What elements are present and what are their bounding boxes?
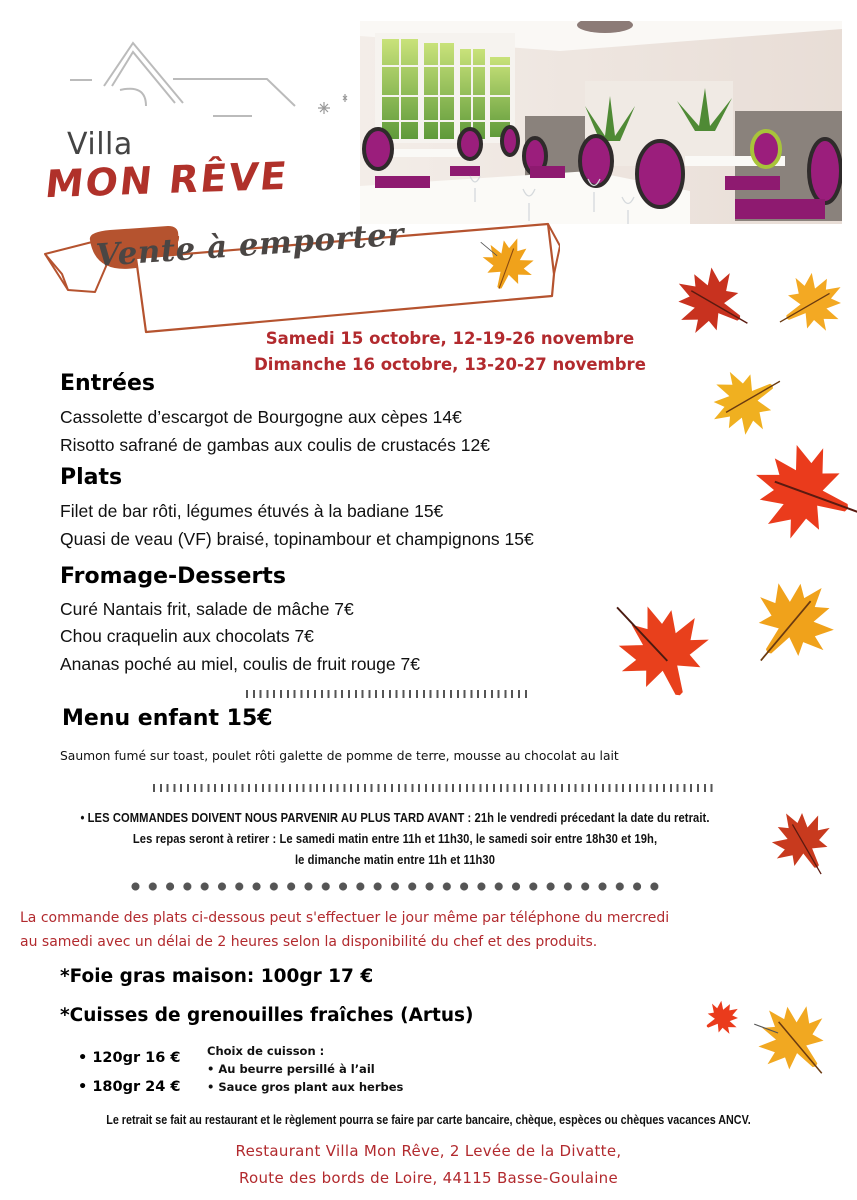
- address-line: Route des bords de Loire, 44115 Basse-Goulaine: [238, 1169, 619, 1187]
- dish-item: Chou craquelin aux chocolats 7€: [60, 626, 314, 646]
- section-title-plats: Plats: [60, 465, 123, 490]
- dish-item: Curé Nantais frit, salade de mâche 7€: [60, 599, 354, 619]
- logo-villa-text: Villa: [67, 127, 133, 162]
- cuisson-options: [207, 1042, 403, 1096]
- tick-divider: [153, 784, 715, 792]
- dish-item: Ananas poché au miel, coulis de fruit rouge 7€: [60, 654, 420, 674]
- dining-room-image: [360, 21, 842, 224]
- dates-block: [200, 326, 700, 378]
- pickup-times: Les repas seront à retirer : Le samedi matin entre 11h et 11h30, le samedi soir entre 18h30 et 19h,: [132, 831, 658, 846]
- order-instructions: [64, 807, 726, 870]
- date-sunday: Dimanche 16 octobre, 13-20-27 novembre: [254, 355, 646, 374]
- date-saturday: Samedi 15 octobre, 12-19-26 novembre: [265, 329, 635, 348]
- cuisson-option: • Au beurre persillé à l’ail: [207, 1062, 375, 1076]
- payment-info: Le retrait se fait au restaurant et le règlement pourra se faire par carte bancaire, chèque, espèces ou chèques vacances ANCV.: [106, 1113, 751, 1127]
- restaurant-address: [0, 1138, 857, 1192]
- dish-item: Cassolette d’escargot de Bourgogne aux cèpes 14€: [60, 407, 462, 427]
- restaurant-photo: [360, 21, 842, 224]
- order-deadline: • LES COMMANDES DOIVENT NOUS PARVENIR AU PLUS TARD AVANT : 21h le vendredi précedant la date du retrait.: [80, 810, 710, 825]
- address-line: Restaurant Villa Mon Rêve, 2 Levée de la Divatte,: [235, 1142, 622, 1160]
- section-title-fromage-desserts: Fromage-Desserts: [60, 564, 286, 589]
- maple-leaf-icon: [668, 262, 752, 334]
- maple-leaf-icon: [778, 268, 848, 338]
- maple-leaf-icon: [764, 806, 840, 876]
- maple-leaf-icon: [700, 998, 744, 1038]
- special-foie-gras: *Foie gras maison: 100gr 17 €: [60, 966, 374, 987]
- maple-leaf-icon: [748, 432, 857, 552]
- dish-item: Quasi de veau (VF) braisé, topinambour et champignons 15€: [60, 529, 534, 549]
- weight-option: • 180gr 24 €: [78, 1079, 181, 1095]
- special-grenouilles: *Cuisses de grenouilles fraîches (Artus): [60, 1005, 474, 1026]
- kids-menu-title: Menu enfant 15€: [62, 706, 273, 731]
- maple-leaf-icon: [752, 998, 834, 1080]
- kids-menu-description: Saumon fumé sur toast, poulet rôti galette de pomme de terre, mousse au chocolat au lait: [60, 749, 619, 763]
- grenouilles-weights: [78, 1044, 180, 1102]
- maple-leaf-icon: [478, 234, 538, 294]
- phone-note-line: au samedi avec un délai de 2 heures selon la disponibilité du chef et des produits.: [20, 934, 598, 950]
- logo: [20, 30, 360, 207]
- dish-item: Filet de bar rôti, légumes étuvés à la badiane 15€: [60, 501, 444, 521]
- logo-mon-reve-text: MON RÊVE: [43, 153, 291, 207]
- maple-leaf-icon: [706, 364, 782, 440]
- banner-title: Vente à emporter: [94, 216, 406, 274]
- cuisson-option: • Sauce gros plant aux herbes: [207, 1080, 404, 1094]
- sparkle-icon: [318, 94, 347, 114]
- tick-divider: [246, 690, 528, 698]
- dish-item: Risotto safrané de gambas aux coulis de crustacés 12€: [60, 435, 490, 455]
- weight-option: • 120gr 16 €: [78, 1050, 181, 1066]
- dot-divider: [131, 882, 661, 891]
- maple-leaf-icon: [598, 594, 730, 700]
- section-title-entrees: Entrées: [60, 371, 155, 396]
- pickup-times-sunday: le dimanche matin entre 11h et 11h30: [294, 852, 496, 867]
- phone-order-note: [20, 906, 800, 954]
- maple-leaf-icon: [744, 578, 844, 664]
- phone-note-line: La commande des plats ci-dessous peut s'effectuer le jour même par téléphone du mercredi: [20, 910, 670, 926]
- cuisson-title: Choix de cuisson :: [207, 1044, 325, 1058]
